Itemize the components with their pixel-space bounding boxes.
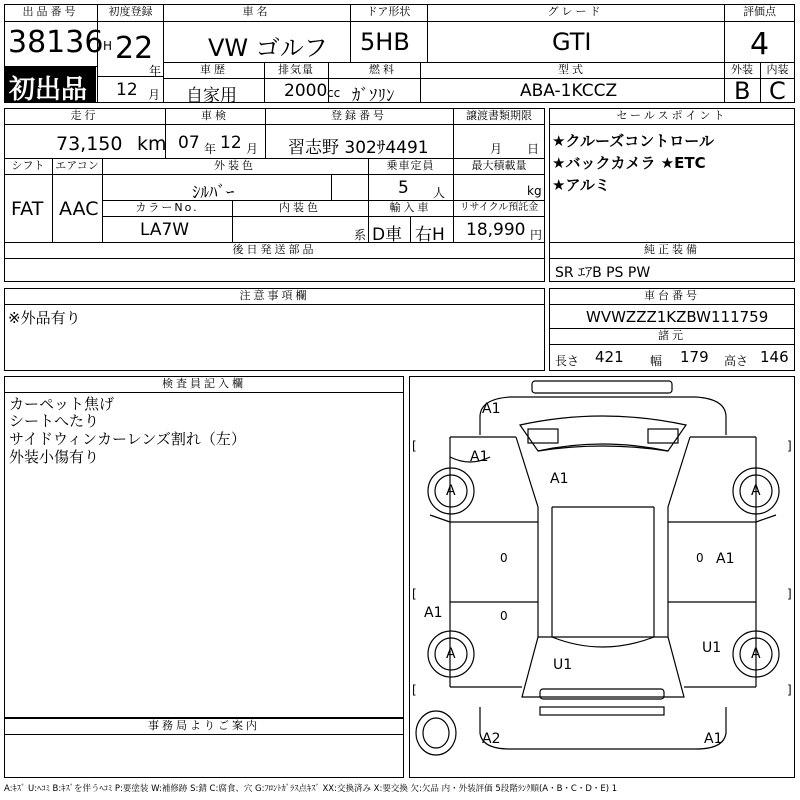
sales-point-1: ★クルーズコントロール [552, 132, 714, 150]
width-label: 幅 [650, 354, 663, 368]
mark-right-front-fender: A1 [716, 551, 735, 567]
door-label: ドア形状 [366, 5, 411, 18]
interior-label: 内装 [766, 63, 789, 76]
transfer-label: 譲渡書類期限 [466, 109, 532, 122]
bracket-left-front: [ [412, 439, 417, 453]
lot-number: 38136 [8, 25, 104, 60]
score-label: 評価点 [743, 5, 776, 18]
car-name: VW ゴルフ [208, 34, 328, 62]
plate-label: 登録番号 [331, 109, 387, 122]
height-label: 高さ [724, 354, 749, 368]
later-parts-label: 後日発送部品 [232, 243, 317, 256]
import-label: 輸入車 [389, 201, 432, 214]
fuel: ｶﾞｿﾘﾝ [352, 86, 395, 106]
capacity-unit: 人 [433, 186, 446, 200]
reg-month: 12 [116, 80, 138, 100]
genuine-equipment: SR ｴｱB PS PW [555, 265, 651, 281]
shift-label: シフト [11, 159, 45, 172]
grade: GTI [552, 28, 592, 56]
reg-month-unit: 月 [148, 88, 161, 102]
bracket-right-rear: ] [787, 683, 792, 697]
history-label: 車歴 [200, 63, 228, 76]
load-unit: kg [527, 184, 542, 198]
interior-grade: C [769, 77, 786, 105]
inspection-month-unit: 月 [246, 142, 259, 156]
door-type: 5HB [360, 28, 410, 56]
inspection-month: 12 [220, 133, 242, 153]
legend: A:ｷｽﾞ U:ﾍｺﾐ B:ｷｽﾞを伴うﾍｺﾐ P:要塗装 W:補修跡 S:錆 C:腐食、穴 G:ﾌﾛﾝﾄｶﾞﾗｽ点ｷｽﾞ XX:交換済み X:要交換 欠:欠品 内・外装評価 5段階ﾗﾝｸ順(A・B・C・D・E) 1 [4, 784, 618, 794]
era: H [103, 39, 113, 53]
genuine-label: 純正装備 [644, 243, 700, 256]
fuel-label: 燃料 [369, 63, 397, 76]
caution-text: ※外品有り [8, 309, 81, 327]
bracket-right-mid: ] [787, 587, 792, 601]
mark-front-right-wheel: A [751, 483, 761, 499]
transfer-month-unit: 月 [490, 142, 503, 156]
car-outline-diagram [410, 377, 796, 779]
sales-point-3: ★アルミ [552, 176, 610, 194]
mark-right-front-door: 0 [696, 551, 704, 565]
chassis-number: WVWZZZ1KZBW111759 [586, 308, 769, 326]
mark-left-rear-door: 0 [500, 609, 508, 623]
int-color-unit: 系 [354, 228, 367, 242]
inspection-year-unit: 年 [204, 142, 217, 156]
sales-points-label: セールスポイント [616, 109, 728, 122]
mark-roof: A1 [550, 471, 569, 487]
reg-year-unit: 年 [149, 64, 162, 78]
color-label: 外装色 [214, 159, 256, 172]
mark-left-front-door: 0 [500, 551, 508, 565]
sales-point-2: ★バックカメラ ★ETC [552, 154, 706, 172]
exterior-label: 外装 [731, 63, 753, 76]
displacement-label: 排気量 [278, 63, 314, 76]
mark-rear-bumper-right: A1 [704, 731, 723, 747]
lot-number-label: 出品番号 [22, 5, 79, 18]
first-listing-text: 初出品 [9, 75, 88, 105]
mark-hood: A1 [470, 449, 489, 465]
model: ABA-1KCCZ [520, 81, 618, 101]
displacement-unit: cc [327, 86, 341, 100]
mileage-unit: km [137, 133, 167, 155]
bracket-right-front: ] [787, 439, 792, 453]
model-label: 型式 [558, 63, 586, 76]
history: 自家用 [186, 86, 237, 106]
load-label: 最大積載量 [471, 159, 527, 172]
capacity-label: 乗車定員 [386, 159, 435, 172]
score: 4 [750, 27, 770, 62]
grade-label: グレード [547, 5, 604, 18]
mark-right-rear-quarter: U1 [702, 640, 722, 656]
chassis-label: 車台番号 [644, 289, 700, 302]
inspection-label: 車検 [201, 109, 229, 122]
mileage: 73,150 [56, 133, 123, 155]
capacity: 5 [398, 178, 409, 198]
first-reg-label: 初度登録 [108, 5, 153, 18]
width: 179 [680, 348, 709, 366]
mark-rear-right-wheel: A [751, 646, 761, 662]
inspector-note-4: 外装小傷有り [9, 448, 100, 466]
int-color-label: 内装色 [279, 201, 321, 214]
mileage-label: 走行 [70, 109, 99, 122]
reg-year: 22 [115, 31, 154, 66]
caution-label: 注意事項欄 [239, 289, 310, 302]
recycle: 18,990 [466, 220, 526, 240]
length-label: 長さ [555, 354, 580, 368]
plate: 習志野 302ｻ4491 [288, 138, 429, 158]
specs-label: 諸元 [658, 329, 686, 342]
inspection-year: 07 [178, 133, 200, 153]
ac: AAC [59, 198, 99, 220]
displacement: 2000 [284, 81, 328, 101]
inspector-note-1: カーペット焦げ [9, 395, 115, 413]
color: ｼﾙﾊﾞｰ [192, 183, 235, 203]
damage-diagram [409, 376, 795, 778]
recycle-label: リサイクル預託金 [459, 202, 539, 213]
import-side: 右H [415, 225, 445, 245]
color-no-label: カラーNo. [135, 201, 199, 214]
exterior-grade: B [734, 77, 751, 105]
mark-left-rear-quarter: A1 [424, 605, 443, 621]
import-drive: D車 [372, 225, 403, 245]
bracket-left-mid: [ [412, 587, 417, 601]
office-label: 事務局よりご案内 [148, 719, 260, 732]
mark-front-left-wheel: A [446, 483, 456, 499]
inspector-note-3: サイドウィンカーレンズ割れ（左） [9, 430, 246, 448]
transfer-day-unit: 日 [527, 142, 540, 156]
height: 146 [760, 348, 789, 366]
mark-rear-bumper-left: A2 [482, 731, 501, 747]
inspector-note-2: シートへたり [9, 412, 100, 430]
bracket-left-rear: [ [412, 683, 417, 697]
shift: FAT [11, 198, 44, 220]
car-name-label: 車名 [242, 5, 271, 18]
mark-front-bumper: A1 [482, 401, 501, 417]
length: 421 [595, 348, 624, 366]
mark-trunk: U1 [553, 657, 573, 673]
recycle-unit: 円 [530, 228, 543, 242]
color-no: LA7W [140, 220, 190, 240]
ac-label: エアコン [55, 159, 99, 172]
mark-rear-left-wheel: A [446, 646, 456, 662]
inspector-label: 検査員記入欄 [162, 377, 246, 390]
